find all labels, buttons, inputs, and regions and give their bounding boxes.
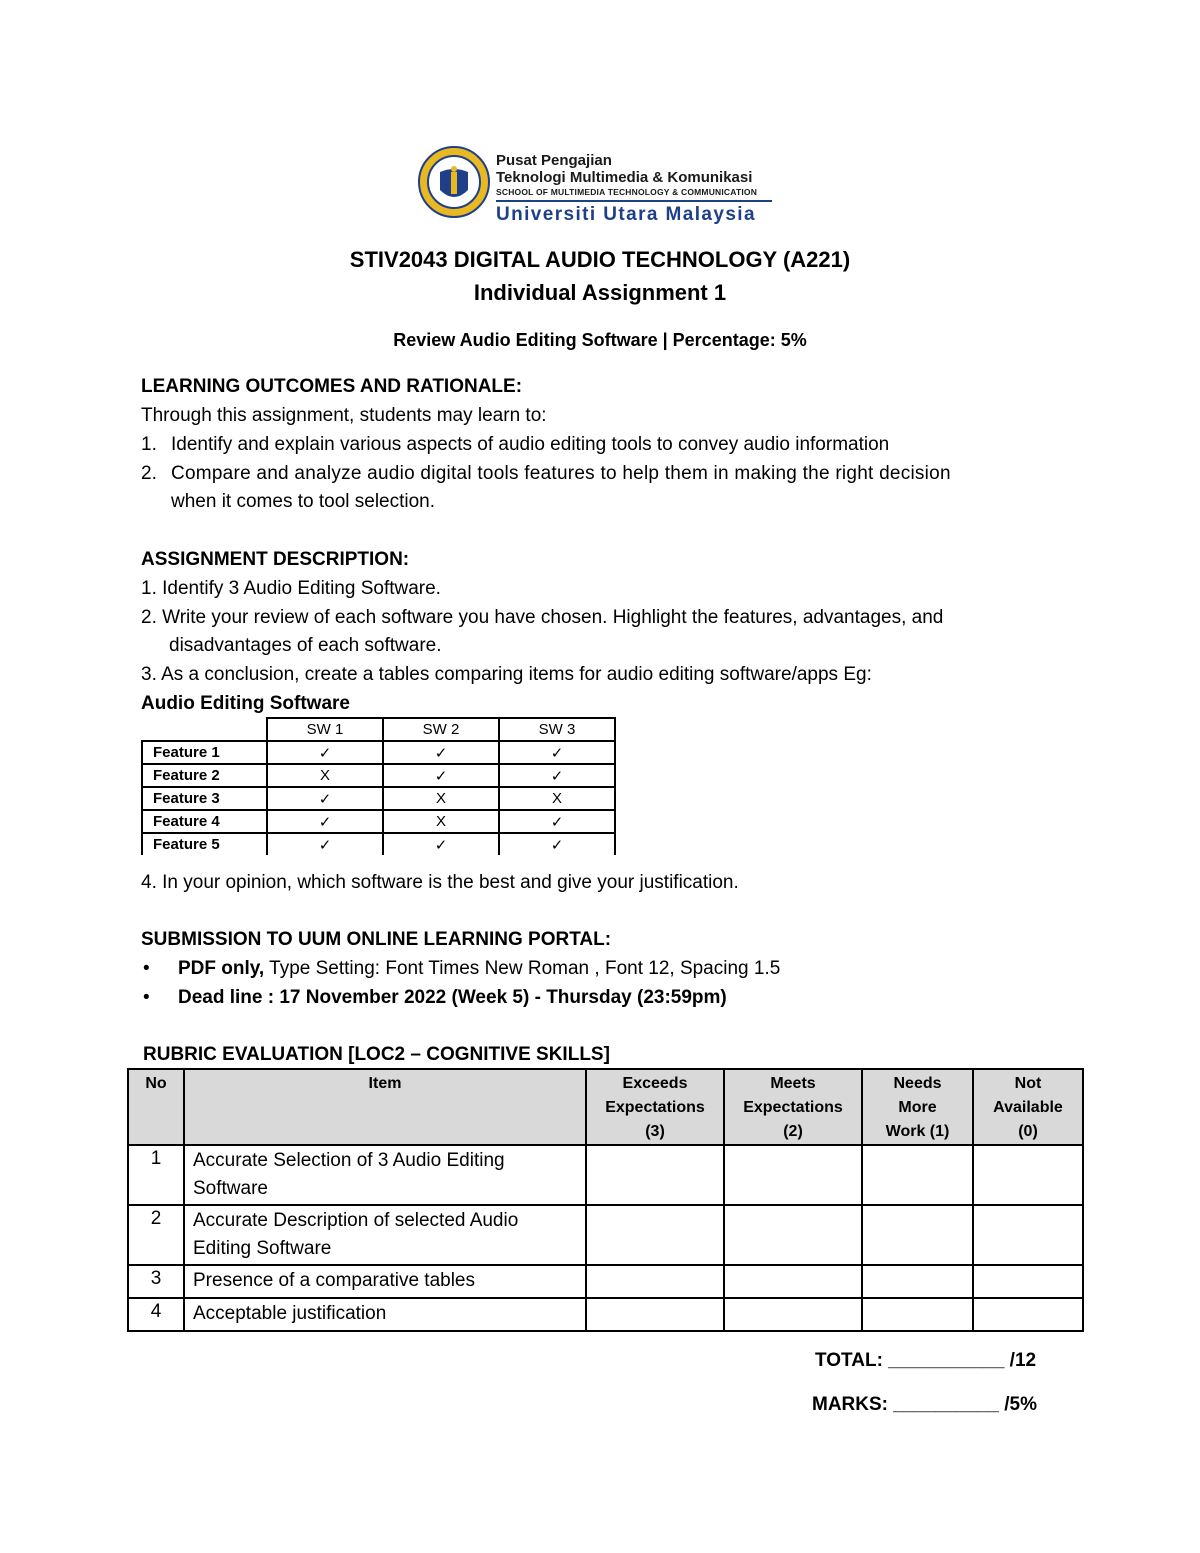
feature-cell: X — [267, 764, 383, 787]
total-line: TOTAL: ___________ /12 — [815, 1350, 1037, 1371]
table-row — [128, 1265, 1083, 1298]
rubric-item-line: Accurate Description of selected Audio — [193, 1210, 519, 1231]
feature-cell: ✓ — [383, 741, 499, 764]
rubric-item: Presence of a comparative tables — [184, 1265, 586, 1298]
feature-label: Feature 3 — [142, 787, 267, 810]
header-line: Expectations — [605, 1099, 705, 1116]
description-item-2-line-2: disadvantages of each software. — [169, 635, 442, 656]
logo-divider — [496, 200, 772, 202]
table-row — [142, 787, 615, 810]
assignment-title: Individual Assignment 1 — [473, 280, 727, 305]
column-header: SW 2 — [383, 718, 499, 741]
rubric-item — [184, 1205, 586, 1265]
description-item-4: 4. In your opinion, which software is the best and give your justification. — [141, 872, 739, 893]
university-logo — [418, 142, 778, 232]
feature-cell: ✓ — [499, 764, 615, 787]
outcome-2-line-2: when it comes to tool selection. — [171, 491, 436, 512]
rubric-row-number: 3 — [128, 1265, 184, 1298]
assignment-subtitle: Review Audio Editing Software | Percentage: 5% — [393, 330, 807, 350]
score-cell — [862, 1298, 973, 1331]
table-row — [142, 810, 615, 833]
feature-cell: ✓ — [267, 810, 383, 833]
column-header-no: No — [128, 1069, 184, 1145]
rubric-item-line: Accurate Selection of 3 Audio Editing — [193, 1150, 505, 1171]
feature-label: Feature 1 — [142, 741, 267, 764]
feature-label: Feature 5 — [142, 833, 267, 855]
score-cell — [724, 1298, 862, 1331]
feature-cell: ✓ — [267, 833, 383, 855]
feature-cell: ✓ — [499, 833, 615, 855]
score-cell — [973, 1265, 1083, 1298]
submission-item-1-rest: Type Setting: Font Times New Roman , Font 12, Spacing 1.5 — [264, 958, 781, 979]
score-cell — [586, 1265, 724, 1298]
course-title: STIV2043 DIGITAL AUDIO TECHNOLOGY (A221) — [349, 247, 851, 272]
score-cell — [586, 1145, 724, 1205]
rubric-item-line: Software — [193, 1178, 268, 1199]
score-cell — [862, 1265, 973, 1298]
score-cell — [724, 1265, 862, 1298]
table-row — [142, 741, 615, 764]
table-row — [128, 1205, 1083, 1265]
submission-heading: SUBMISSION TO UUM ONLINE LEARNING PORTAL: — [141, 929, 612, 950]
header-line: More — [898, 1099, 937, 1116]
rubric-row-number: 1 — [128, 1145, 184, 1205]
column-header-item: Item — [184, 1069, 586, 1145]
bullet-icon: • — [143, 987, 150, 1008]
logo-line-2: Teknologi Multimedia & Komunikasi — [496, 169, 753, 186]
logo-university-name: Universiti Utara Malaysia — [496, 204, 756, 225]
bullet-icon: • — [143, 958, 150, 979]
column-header-meets — [724, 1069, 862, 1145]
outcomes-intro: Through this assignment, students may learn to: — [141, 405, 547, 426]
column-header-exceeds — [586, 1069, 724, 1145]
feature-cell: ✓ — [383, 764, 499, 787]
feature-cell: ✓ — [499, 810, 615, 833]
description-item-2-line-1: 2. Write your review of each software you have chosen. Highlight the features, advantages, and — [141, 607, 944, 628]
marks-line: MARKS: __________ /5% — [812, 1394, 1037, 1415]
column-header: SW 1 — [267, 718, 383, 741]
rubric-heading: RUBRIC EVALUATION [LOC2 – COGNITIVE SKILLS] — [143, 1044, 610, 1065]
submission-deadline: Dead line : 17 November 2022 (Week 5) - Thursday (23:59pm) — [178, 987, 727, 1008]
header-line: Exceeds — [622, 1075, 688, 1092]
feature-cell: X — [383, 787, 499, 810]
table-row — [128, 1298, 1083, 1331]
header-line: Available — [993, 1099, 1063, 1116]
score-cell — [724, 1145, 862, 1205]
feature-cell: ✓ — [499, 741, 615, 764]
table-header-row — [142, 718, 615, 741]
rubric-row-number: 4 — [128, 1298, 184, 1331]
feature-table-title: Audio Editing Software — [141, 693, 350, 714]
uum-emblem-icon — [418, 142, 490, 222]
column-header: SW 3 — [499, 718, 615, 741]
score-cell — [973, 1205, 1083, 1265]
rubric-item: Acceptable justification — [184, 1298, 586, 1331]
feature-label: Feature 4 — [142, 810, 267, 833]
feature-cell: ✓ — [267, 741, 383, 764]
rubric-table — [127, 1068, 1084, 1332]
table-row — [142, 764, 615, 787]
feature-label: Feature 2 — [142, 764, 267, 787]
outcome-2-number: 2. — [141, 463, 157, 484]
description-heading: ASSIGNMENT DESCRIPTION: — [141, 549, 410, 570]
outcome-2-line-1: Compare and analyze audio digital tools features to help them in making the right decision — [171, 463, 951, 484]
submission-item-1-bold: PDF only, — [178, 958, 265, 979]
rubric-item-line: Editing Software — [193, 1238, 332, 1259]
rubric-item — [184, 1145, 586, 1205]
score-cell — [862, 1205, 973, 1265]
feature-cell: X — [499, 787, 615, 810]
logo-line-3: SCHOOL OF MULTIMEDIA TECHNOLOGY & COMMUNICATION — [496, 187, 758, 197]
score-cell — [586, 1205, 724, 1265]
feature-cell: ✓ — [383, 833, 499, 855]
header-line: Expectations — [743, 1099, 843, 1116]
score-cell — [862, 1145, 973, 1205]
header-line: Needs — [893, 1075, 942, 1092]
column-header-not-available — [973, 1069, 1083, 1145]
submission-item-1 — [178, 955, 780, 983]
header-line: (2) — [783, 1123, 803, 1140]
header-line: (0) — [1018, 1123, 1038, 1140]
header-line: Work (1) — [885, 1123, 950, 1140]
logo-line-1: Pusat Pengajian — [496, 152, 612, 169]
description-item-3: 3. As a conclusion, create a tables comparing items for audio editing software/apps Eg: — [141, 664, 872, 685]
score-cell — [724, 1205, 862, 1265]
header-line: (3) — [645, 1123, 665, 1140]
score-cell — [973, 1145, 1083, 1205]
feature-cell: X — [383, 810, 499, 833]
rubric-header-row — [128, 1069, 1083, 1145]
header-line: Not — [1014, 1075, 1042, 1092]
feature-comparison-table — [141, 717, 616, 855]
score-cell — [973, 1298, 1083, 1331]
outcome-1-number: 1. — [141, 434, 157, 455]
outcome-1: Identify and explain various aspects of audio editing tools to convey audio information — [171, 434, 890, 455]
table-row — [142, 833, 615, 855]
header-line: Meets — [770, 1075, 816, 1092]
outcomes-heading: LEARNING OUTCOMES AND RATIONALE: — [141, 376, 523, 397]
table-row — [128, 1145, 1083, 1205]
description-item-1: 1. Identify 3 Audio Editing Software. — [141, 578, 441, 599]
rubric-row-number: 2 — [128, 1205, 184, 1265]
feature-cell: ✓ — [267, 787, 383, 810]
score-cell — [586, 1298, 724, 1331]
column-header-needs-work — [862, 1069, 973, 1145]
table-corner-cell — [142, 718, 267, 741]
